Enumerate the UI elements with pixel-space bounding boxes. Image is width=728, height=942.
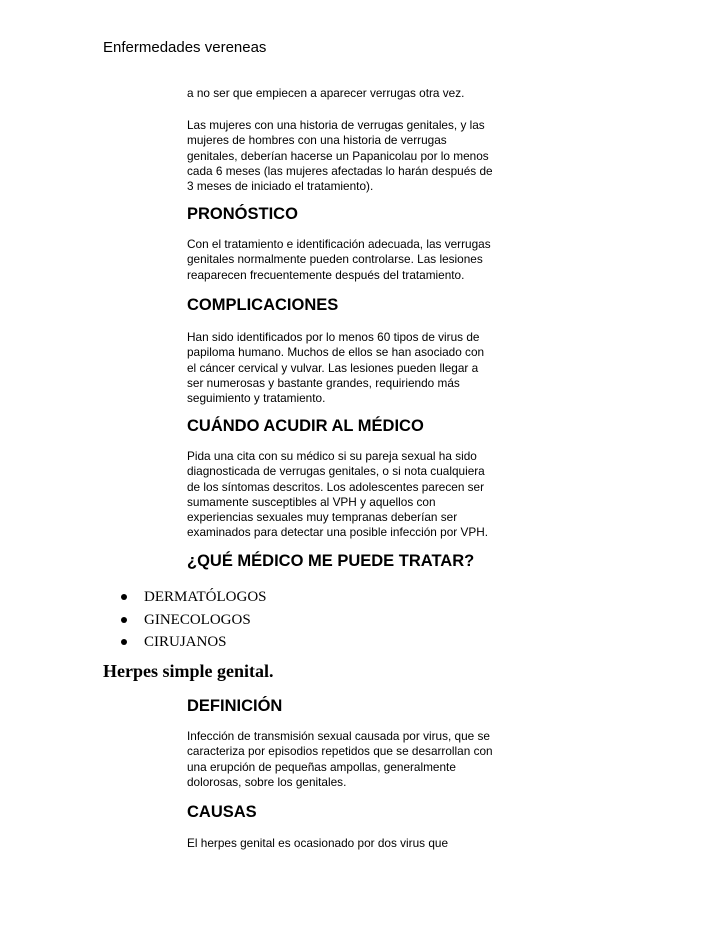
list-item-label: DERMATÓLOGOS bbox=[144, 589, 267, 605]
complicaciones-heading: COMPLICACIONES bbox=[187, 296, 339, 314]
bullet-icon bbox=[121, 617, 127, 623]
causas-section bbox=[187, 802, 517, 822]
list-item bbox=[121, 586, 267, 609]
page-header: Enfermedades vereneas bbox=[103, 39, 267, 56]
text-line: papiloma humano. Muchos de ellos se han asociado con bbox=[187, 345, 485, 360]
quien-section bbox=[187, 551, 527, 571]
text-line: examinados para detectar una posible infección por VPH. bbox=[187, 525, 488, 540]
intro-paragraph bbox=[187, 86, 517, 101]
definicion-heading: DEFINICIÓN bbox=[187, 697, 283, 715]
cuando-paragraph bbox=[187, 449, 517, 541]
text-line: Las mujeres con una historia de verrugas genitales, y las bbox=[187, 118, 485, 132]
bullet-icon bbox=[121, 639, 127, 645]
cuando-heading: CUÁNDO ACUDIR AL MÉDICO bbox=[187, 417, 424, 435]
text-line: Pida una cita con su médico si su pareja sexual ha sido bbox=[187, 449, 477, 463]
text-line: de los síntomas descritos. Los adolescentes parecen ser bbox=[187, 479, 485, 494]
text-line: diagnosticada de verrugas genitales, o si nota cualquiera bbox=[187, 464, 485, 479]
text-line: 3 meses de iniciado el tratamiento). bbox=[187, 179, 374, 194]
causas-heading: CAUSAS bbox=[187, 803, 257, 821]
papanicolau-paragraph bbox=[187, 118, 517, 194]
list-item-label: CIRUJANOS bbox=[144, 634, 227, 650]
text-line: el cáncer cervical y vulvar. Las lesiones pueden llegar a bbox=[187, 360, 479, 375]
text-line: seguimiento y tratamiento. bbox=[187, 391, 326, 406]
pronostico-paragraph bbox=[187, 237, 517, 283]
text-line: reaparecen frecuentemente después del tratamiento. bbox=[187, 267, 465, 282]
text-line: caracteriza por episodios repetidos que se desarrollan con bbox=[187, 744, 493, 759]
herpes-title: Herpes simple genital. bbox=[103, 661, 274, 681]
definicion-section bbox=[187, 696, 517, 716]
text-line: Han sido identificados por lo menos 60 tipos de virus de bbox=[187, 330, 480, 344]
text-line: Infección de transmisión sexual causada por virus, que se bbox=[187, 729, 490, 743]
list-item bbox=[121, 631, 267, 654]
bullet-icon bbox=[121, 594, 127, 600]
complicaciones-paragraph bbox=[187, 330, 517, 406]
text-line: El herpes genital es ocasionado por dos virus que bbox=[187, 836, 449, 850]
pronostico-heading: PRONÓSTICO bbox=[187, 205, 298, 223]
specialists-list bbox=[121, 586, 267, 654]
pronostico-section bbox=[187, 204, 517, 224]
text-line: una erupción de pequeñas ampollas, generalmente bbox=[187, 759, 456, 774]
text-line: experiencias sexuales muy tempranas deberían ser bbox=[187, 510, 458, 525]
text-line: genitales, deberían hacerse un Papanicolau por lo menos bbox=[187, 148, 489, 163]
intro-line: a no ser que empiecen a aparecer verrugas otra vez. bbox=[187, 86, 465, 100]
text-line: ser numerosas y bastante grandes, requiriendo más bbox=[187, 375, 460, 390]
complicaciones-section bbox=[187, 295, 517, 315]
text-line: mujeres de hombres con una historia de verrugas bbox=[187, 133, 447, 148]
cuando-section bbox=[187, 416, 517, 436]
causas-paragraph bbox=[187, 836, 517, 851]
text-line: Con el tratamiento e identificación adecuada, las verrugas bbox=[187, 237, 491, 251]
text-line: dolorosas, sobre los genitales. bbox=[187, 774, 347, 789]
text-line: genitales normalmente pueden controlarse. Las lesiones bbox=[187, 252, 483, 267]
definicion-paragraph bbox=[187, 729, 517, 790]
list-item bbox=[121, 609, 267, 632]
text-line: sumamente susceptibles al VPH y aquellos con bbox=[187, 494, 436, 509]
text-line: cada 6 meses (las mujeres afectadas lo harán después de bbox=[187, 163, 493, 178]
quien-heading: ¿QUÉ MÉDICO ME PUEDE TRATAR? bbox=[187, 552, 475, 570]
list-item-label: GINECOLOGOS bbox=[144, 611, 251, 628]
